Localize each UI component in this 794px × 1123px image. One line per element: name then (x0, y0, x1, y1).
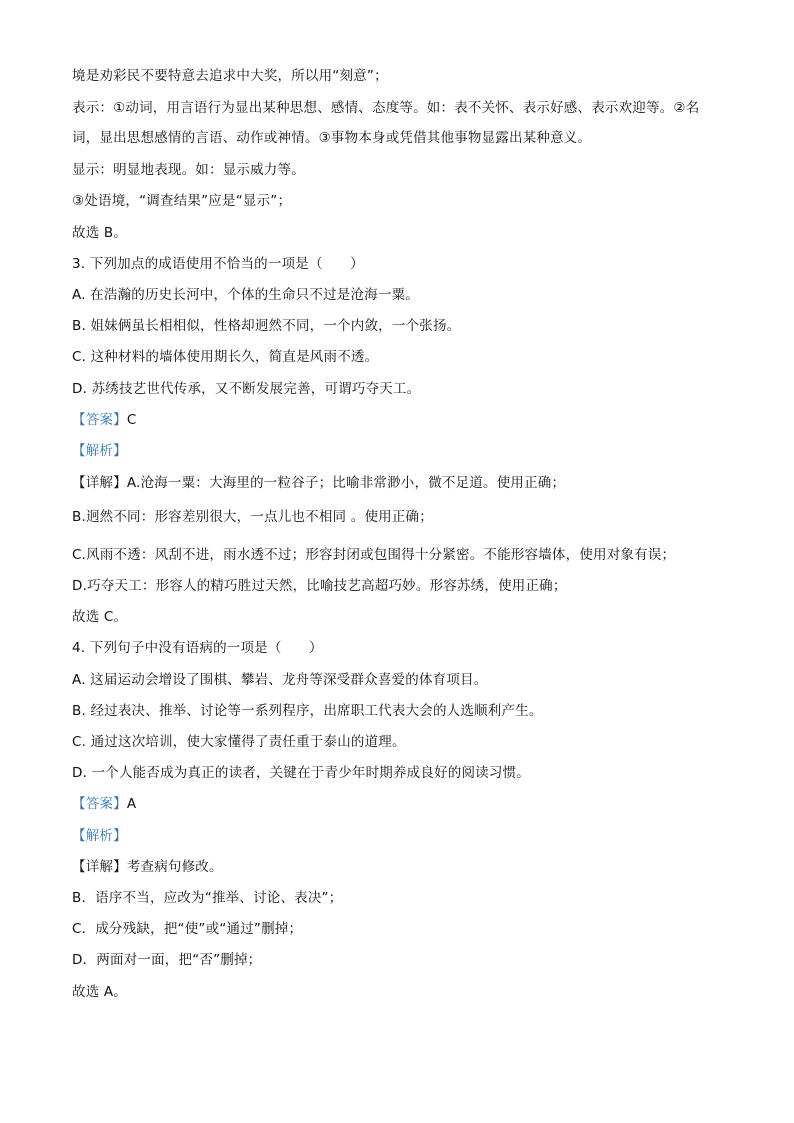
question-4-detail-intro (72, 857, 223, 877)
question-3-conclusion: 故选 C。 (72, 609, 128, 625)
text-line: 故选 B。 (72, 225, 128, 241)
question-3-detail-d: D.巧夺天工：形容人的精巧胜过天然，比喻技艺高超巧妙。形容苏绣，使用正确； (72, 578, 567, 594)
question-4-conclusion: 故选 A。 (72, 984, 128, 1000)
detail-tag: 【详解】 (72, 859, 127, 875)
question-3-option-b: B. 姐妹俩虽长相相似，性格却迥然不同，一个内敛，一个张扬。 (72, 318, 461, 334)
text-line: 词，显出思想感情的言语、动作或神情。③事物本身或凭借其他事物显露出某种意义。 (72, 130, 592, 146)
question-4-option-c: C. 通过这次培训，使大家懂得了责任重于泰山的道理。 (72, 734, 406, 750)
question-3-answer (72, 410, 136, 430)
detail-text: A.沧海一粟：大海里的一粒谷子；比喻非常渺小，微不足道。使用正确； (126, 475, 566, 491)
question-3-detail-a (72, 473, 565, 493)
question-3-option-a: A. 在浩瀚的历史长河中，个体的生命只不过是沧海一粟。 (72, 287, 419, 303)
answer-tag: 【答案】 (72, 412, 127, 428)
text-line: 境是劝彩民不要特意去追求中大奖，所以用“刻意”； (72, 68, 388, 84)
answer-value: A (126, 796, 137, 812)
question-4-option-b: B. 经过表决、推举、讨论等一系列程序，出席职工代表大会的人选顺利产生。 (72, 703, 543, 719)
question-4-option-d: D. 一个人能否成为真正的读者，关键在于青少年时期养成良好的阅读习惯。 (72, 765, 530, 781)
question-3-stem: 3. 下列加点的成语使用不恰当的一项是（ ） (72, 256, 364, 272)
question-3-analysis-tag: 【解析】 (72, 443, 127, 459)
text-line: ③处语境，“调查结果”应是“显示”； (72, 193, 292, 209)
question-4-answer (72, 794, 136, 814)
question-4-analysis-tag: 【解析】 (72, 828, 127, 844)
answer-tag: 【答案】 (72, 796, 127, 812)
question-4-stem: 4. 下列句子中没有语病的一项是（ ） (72, 640, 323, 656)
question-3-option-c: C. 这种材料的墙体使用期长久，简直是风雨不透。 (72, 349, 379, 365)
question-3-option-d: D. 苏绣技艺世代传承，又不断发展完善，可谓巧夺天工。 (72, 381, 421, 397)
question-4-detail-b: B．语序不当，应改为“推举、讨论、表决”； (72, 890, 343, 906)
detail-text: 考查病句修改。 (126, 859, 223, 875)
question-4-detail-c: C．成分残缺，把“使”或“通过”删掉； (72, 921, 303, 937)
answer-value: C (126, 412, 137, 428)
question-4-option-a: A. 这届运动会增设了围棋、攀岩、龙舟等深受群众喜爱的体育项目。 (72, 672, 488, 688)
question-3-detail-c: C.风雨不透：风刮不进，雨水透不过；形容封闭或包围得十分紧密。不能形容墙体，使用对象有误； (72, 547, 676, 563)
question-4-detail-d: D．两面对一面，把“否”删掉； (72, 952, 262, 968)
question-3-detail-b: B.迥然不同：形容差别很大，一点儿也不相同 。使用正确； (72, 509, 433, 525)
text-line: 显示：明显地表现。如：显示威力等。 (72, 162, 305, 178)
detail-tag: 【详解】 (72, 475, 127, 491)
text-line: 表示：①动词，用言语行为显出某种思想、感情、态度等。如：表不关怀、表示好感、表示欢迎等。②名 (72, 100, 700, 116)
